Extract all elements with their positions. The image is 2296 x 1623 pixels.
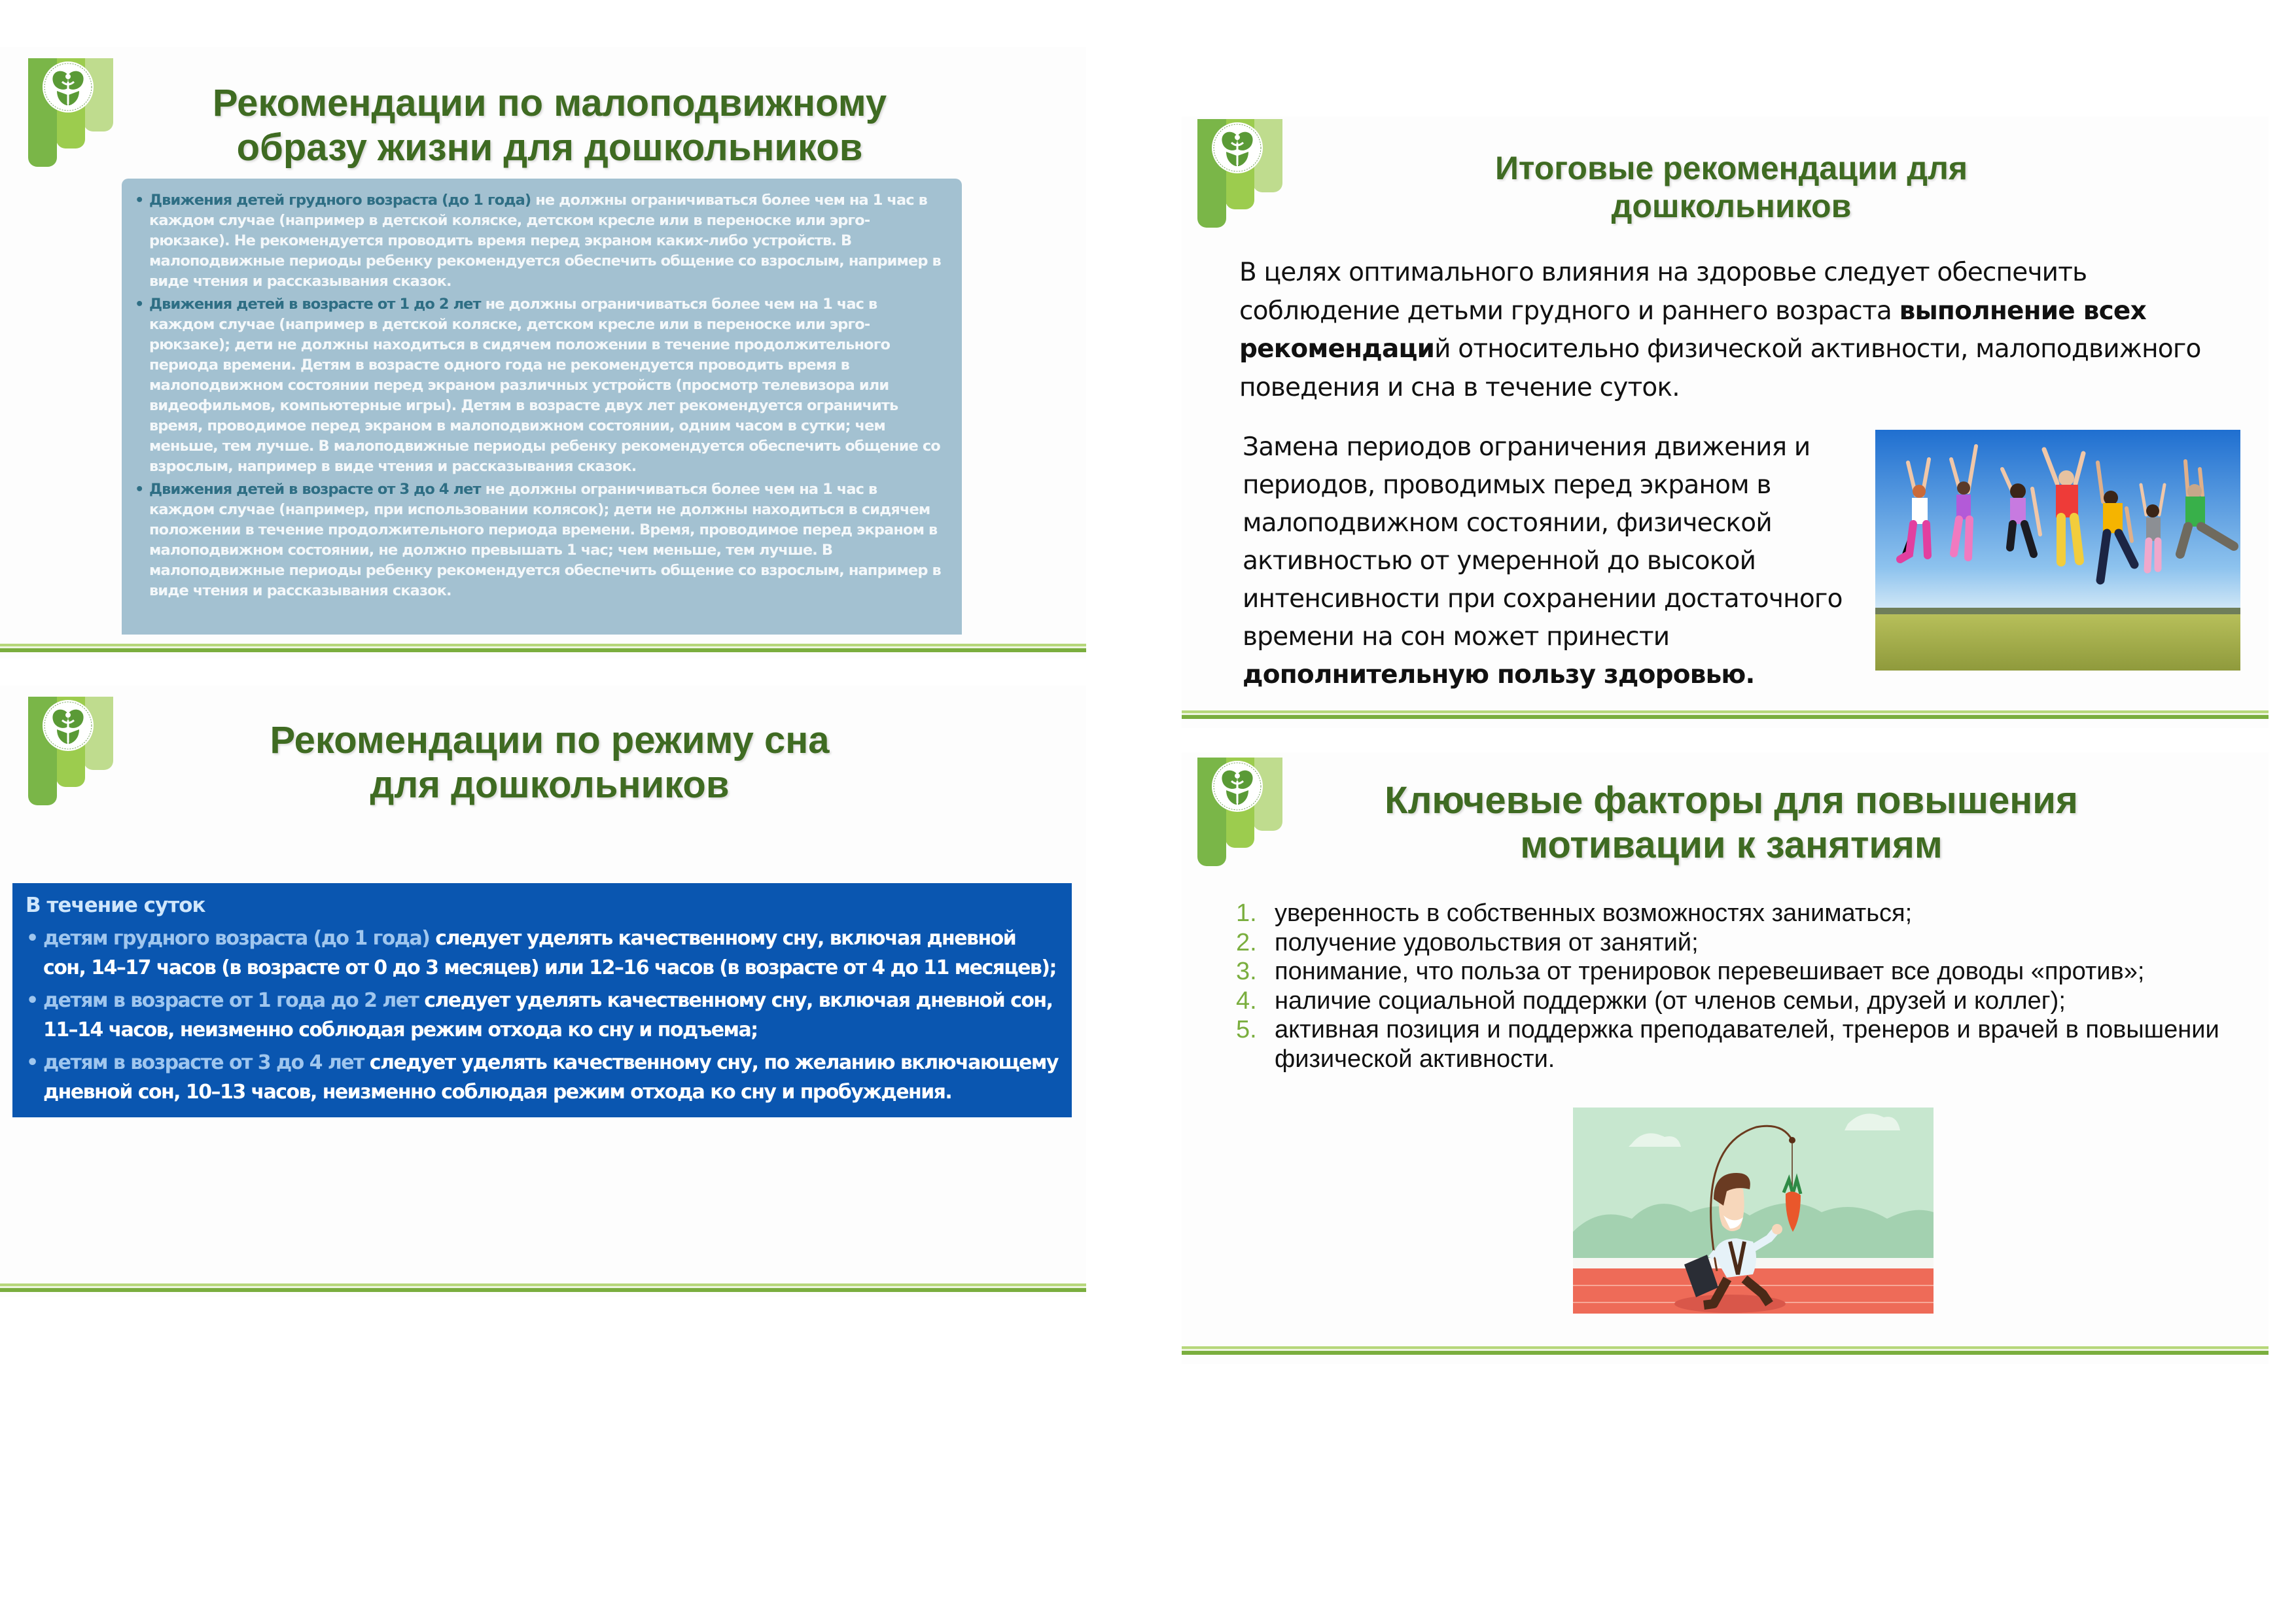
item-highlight: детям грудного возраста (до 1 года) [43, 927, 430, 950]
slide-title [1299, 778, 2163, 867]
list-item [1236, 1015, 2257, 1073]
list-item [1236, 899, 2257, 928]
item-text: наличие социальной поддержки (от членов семьи, друзей и коллег); [1275, 986, 2066, 1015]
title-line: Рекомендации по режиму сна [270, 719, 830, 761]
slide-divider [1182, 1346, 2269, 1355]
item-highlight: Движения детей грудного возраста (до 1 года) [149, 192, 531, 209]
jumping-people-icon [1875, 430, 2240, 671]
title-line: для дошкольников [370, 763, 730, 806]
para-bold: выполнение всех рекомендаци [1239, 296, 2146, 364]
slide-divider [1182, 710, 2269, 720]
item-highlight: детям в возрасте от 1 года до 2 лет [43, 989, 419, 1012]
list-item [1236, 928, 2257, 958]
item-text: следует уделять качественному сну, по желанию включающему дневной сон, 10–13 часов, неизменно соблюдая режим отхода ко сну и пробуждения. [43, 1051, 1058, 1104]
item-highlight: детям в возрасте от 3 до 4 лет [43, 1051, 364, 1074]
item-text: активная позиция и поддержка преподавателей, тренеров и врачей в повышении физической активности. [1275, 1016, 2219, 1073]
item-text: не должны ограничиваться более чем на 1 час в каждом случае (например, при использовании колясок); дети не должны находиться в сидячем положении в течение продолжительного периода времени. Время, проводимое перед экраном в малоподвижном состоянии, не должно превышать 1 час; чем меньше, тем лучше. В малоподвижные периоды ребенку рекомендуется обеспечить общение со взрослым, например в виде чтения и рассказывания сказок. [149, 481, 941, 599]
runner-carrot-icon [1573, 1108, 1934, 1314]
intro-paragraph [1239, 254, 2234, 407]
jumping-people-photo [1875, 430, 2240, 671]
title-line: мотивации к занятиям [1520, 824, 1943, 866]
item-number: 4. [1236, 986, 1257, 1015]
title-line: Рекомендации по малоподвижному [212, 82, 887, 124]
para-text: й относительно физической активности, малоподвижного поведения и сна в течение суток. [1239, 334, 2201, 402]
list-item [149, 294, 942, 477]
runner-carrot-illustration [1573, 1108, 1934, 1314]
para-bold: дополнительную пользу здоровью. [1243, 660, 1755, 689]
item-text: понимание, что польза от тренировок перевешивает все доводы «против»; [1275, 958, 2145, 985]
slide-sleep-recommendations [0, 686, 1086, 1297]
list-item [43, 1048, 1059, 1107]
institute-logo-icon [1197, 758, 1284, 869]
institute-logo-icon [1197, 119, 1284, 230]
motivation-factors-list [1236, 899, 2257, 1073]
institute-logo-icon [28, 697, 115, 808]
logo [1197, 758, 1284, 869]
list-item [1236, 957, 2257, 986]
box-heading: В течение суток [26, 894, 205, 917]
title-line: образу жизни для дошкольников [236, 126, 863, 169]
item-text: получение удовольствия от занятий; [1275, 928, 1699, 956]
slide-title [118, 718, 981, 807]
item-text: следует уделять качественному сну, включая дневной сон, 14–17 часов (в возрасте от 0 до 3 месяцев) или 12–16 часов (в возрасте от 4 до 11 месяцев); [43, 927, 1056, 979]
item-number: 1. [1236, 899, 1257, 927]
para-text: Замена периодов ограничения движения и периодов, проводимых перед экраном в малоподвижном состоянии, физической активностью от умеренной до высокой интенсивности при сохранении достаточного времени на сон может принести [1243, 432, 1843, 652]
slide-sedentary-recommendations [0, 47, 1086, 659]
item-number: 3. [1236, 958, 1257, 985]
item-text: не должны ограничиваться более чем на 1 час в каждом случае (например в детской коляске, детском кресле или в переноске или эрго-рюкзаке). Не рекомендуется проводить время перед экраном каких-либо устройств. В малоподвижные периоды ребенку рекомендуется обеспечить общение со взрослым, например в виде чтения и рассказывания сказок. [149, 192, 941, 290]
sleep-box [12, 883, 1072, 1117]
title-line: Ключевые факторы для повышения [1385, 779, 2078, 822]
benefit-paragraph [1243, 428, 1858, 694]
item-text: уверенность в собственных возможностях заниматься; [1275, 899, 1913, 927]
institute-logo-icon [28, 58, 115, 169]
item-number: 5. [1236, 1016, 1257, 1043]
para-text: В целях оптимального влияния на здоровье следует обеспечить соблюдение детьми грудного и раннего возраста [1239, 258, 2087, 326]
item-text: не должны ограничиваться более чем на 1 час в каждом случае (например в детской коляске, детском кресле или в переноске или эрго-рюкзаке); дети не должны находиться в сидячем положении в течение продолжительного периода времени. Детям в возрасте одного года не рекомендуется проводить время в малоподвижном состоянии перед экраном различных устройств (просмотр телевизора или видеофильмов, компьютерные игры). Детям в возрасте двух лет рекомендуется ограничить время, проводимое перед экраном в малоподвижном состоянии, одним часом в сутки; чем меньше, тем лучше. В малоподвижные периоды ребенку рекомендуется обеспечить общение со взрослым, например в виде чтения и рассказывания сказок. [149, 296, 940, 475]
list-item [149, 190, 942, 292]
slide-motivation-factors [1182, 752, 2269, 1364]
recommendations-box [122, 179, 962, 635]
logo [28, 697, 115, 808]
slide-divider [0, 1283, 1086, 1293]
logo [1197, 119, 1284, 230]
item-highlight: Движения детей в возрасте от 1 до 2 лет [149, 296, 481, 313]
list-item [43, 986, 1059, 1045]
item-highlight: Движения детей в возрасте от 3 до 4 лет [149, 481, 481, 498]
list-item [1236, 986, 2257, 1016]
slide-final-recommendations [1182, 116, 2269, 728]
item-number: 2. [1236, 928, 1257, 956]
list-item [43, 924, 1059, 983]
item-text: следует уделять качественному сну, включая дневной сон, 11–14 часов, неизменно соблюдая режим отхода ко сну и подъема; [43, 989, 1053, 1041]
slide-title [118, 81, 981, 170]
list-item [149, 480, 942, 601]
slide-title [1378, 149, 2085, 225]
title-line: Итоговые рекомендации для [1494, 150, 1968, 186]
slide-divider [0, 644, 1086, 653]
title-line: дошкольников [1611, 188, 1852, 224]
logo [28, 58, 115, 169]
